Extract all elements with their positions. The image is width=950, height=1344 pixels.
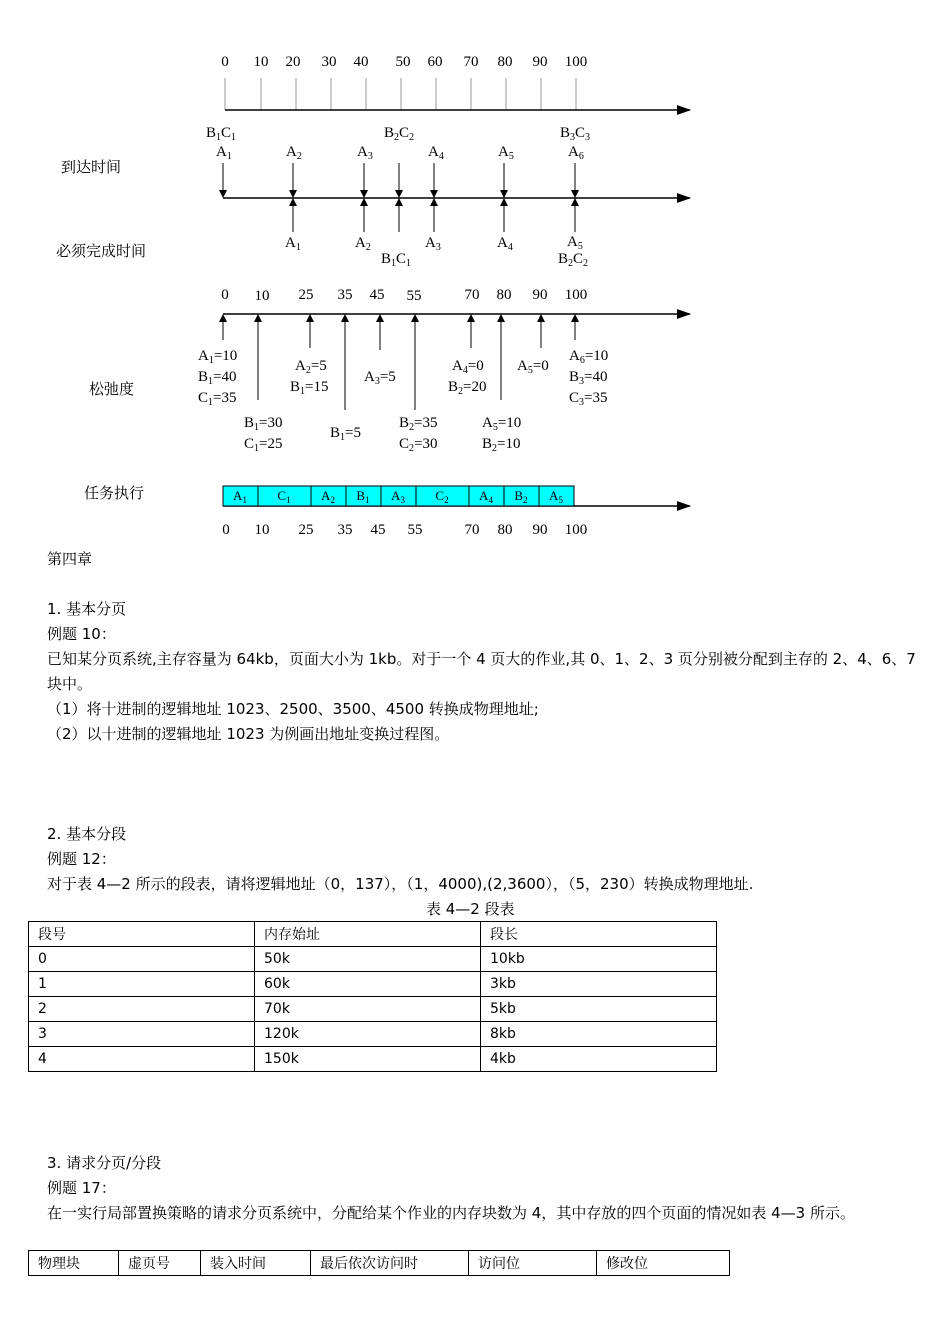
- slack-value: $B_1=40$: [198, 369, 237, 387]
- slack-tick-label: 25: [298, 287, 314, 303]
- table-header-cell: 最后依次访问时: [311, 1251, 469, 1276]
- table-caption: 表 4—2 段表: [426, 900, 515, 918]
- paragraph: 在一实行局部置换策略的请求分页系统中，分配给某个作业的内存块数为 4，其中存放的四个页面的情况如表 4—3 所示。: [47, 1204, 855, 1222]
- top-tick-label: 20: [285, 54, 301, 70]
- top-tick-label: 80: [497, 54, 513, 70]
- section-heading: 3. 请求分页/分段: [47, 1154, 162, 1172]
- table-cell: 4kb: [481, 1047, 717, 1072]
- paragraph: 对于表 4—2 所示的段表，请将逻辑地址（0，137），（1，4000),(2,3600），（5，230）转换成物理地址.: [47, 875, 754, 893]
- table-header-row: [29, 1251, 730, 1276]
- scheduling-diagram: [0, 0, 950, 550]
- exec-label: $A_2$: [321, 488, 335, 505]
- deadline-label-a4: $A_4$: [497, 235, 513, 253]
- section-heading: 2. 基本分段: [47, 825, 127, 843]
- top-tick-label: 30: [321, 54, 337, 70]
- question: （1）将十进制的逻辑地址 1023、2500、3500、4500 转换成物理地址;: [47, 700, 539, 718]
- slack-tick-label: 35: [337, 287, 353, 303]
- question: （2）以十进制的逻辑地址 1023 为例画出地址变换过程图。: [47, 725, 450, 743]
- table-row: [29, 1047, 717, 1072]
- arrival-label-a6: $A_6$: [568, 144, 584, 162]
- slack-value: $C_3=35$: [569, 390, 608, 408]
- slack-value: $C_1=25$: [244, 436, 283, 454]
- table-header-row: [29, 922, 717, 947]
- exec-label: $A_4$: [479, 488, 493, 505]
- table-header-cell: 物理块: [29, 1251, 119, 1276]
- slack-tick-label: 80: [496, 287, 512, 303]
- slack-value: $A_3=5$: [364, 369, 396, 387]
- table-header-cell: 内存始址: [255, 922, 481, 947]
- top-tick-label: 10: [253, 54, 269, 70]
- arrival-label-a5: $A_5$: [498, 144, 514, 162]
- row-label-deadline: 必须完成时间: [56, 242, 147, 260]
- arrival-label-b1c1: $B_1C_1$: [206, 125, 237, 143]
- table-cell: 8kb: [481, 1022, 717, 1047]
- slack-tick-label: 10: [254, 288, 270, 304]
- segment-table: [28, 921, 717, 1072]
- exec-label: $B_1$: [356, 488, 370, 505]
- slack-value: $C_1=35$: [198, 390, 237, 408]
- slack-tick-label: 45: [369, 287, 385, 303]
- top-tick-label: 0: [221, 54, 229, 70]
- table-cell: 120k: [255, 1022, 481, 1047]
- table-cell: 5kb: [481, 997, 717, 1022]
- slack-value: $B_1=15$: [290, 379, 329, 397]
- slack-tick-label: 55: [406, 288, 422, 304]
- slack-value: $B_1=5$: [330, 425, 361, 443]
- example-label: 例题 10：: [47, 625, 116, 643]
- slack-value: $B_2=20$: [448, 379, 487, 397]
- chapter-title: 第四章: [47, 550, 93, 568]
- row-label-execution: 任务执行: [84, 484, 145, 502]
- table-row: [29, 1022, 717, 1047]
- arrival-label-a4: $A_4$: [428, 144, 444, 162]
- arrival-label-a2: $A_2$: [286, 144, 302, 162]
- page-table: [28, 1250, 730, 1276]
- exec-tick-label: 80: [497, 522, 513, 538]
- slack-value: $A_1=10$: [198, 348, 238, 366]
- slack-value: $C_2=30$: [399, 436, 438, 454]
- arrival-row: [206, 125, 590, 197]
- top-tick-label: 90: [532, 54, 548, 70]
- table-header-cell: 段长: [481, 922, 717, 947]
- top-tick-label: 40: [353, 54, 369, 70]
- slack-time-scale: [221, 287, 587, 304]
- slack-value: $B_2=35$: [399, 415, 438, 433]
- exec-tick-label: 10: [254, 522, 270, 538]
- table-cell: 3: [29, 1022, 255, 1047]
- exec-tick-label: 0: [222, 522, 230, 538]
- slack-tick-label: 70: [464, 287, 480, 303]
- exec-label: $C_1$: [277, 488, 291, 505]
- top-tick-label: 70: [463, 54, 479, 70]
- slack-value: $B_3=40$: [569, 369, 608, 387]
- table-cell: 2: [29, 997, 255, 1022]
- table-cell: 70k: [255, 997, 481, 1022]
- top-tick-label: 100: [564, 54, 588, 70]
- deadline-label-a3: $A_3$: [425, 235, 441, 253]
- execution-timeline: [222, 486, 690, 538]
- table-cell: 50k: [255, 947, 481, 972]
- exec-tick-label: 100: [564, 522, 588, 538]
- table-row: [29, 947, 717, 972]
- deadline-label-a5: $A_5$: [567, 234, 583, 252]
- top-tick-label: 60: [427, 54, 443, 70]
- table-cell: 0: [29, 947, 255, 972]
- table-header-cell: 修改位: [597, 1251, 730, 1276]
- table-cell: 4: [29, 1047, 255, 1072]
- exec-tick-label: 25: [298, 522, 314, 538]
- exec-label: $A_5$: [549, 488, 563, 505]
- deadline-row: [285, 199, 588, 269]
- arrival-label-b2c2: $B_2C_2$: [384, 125, 415, 143]
- exec-tick-label: 55: [407, 522, 423, 538]
- table-cell: 3kb: [481, 972, 717, 997]
- table-header-cell: 虚页号: [119, 1251, 201, 1276]
- table-cell: 60k: [255, 972, 481, 997]
- exec-label: $B_2$: [514, 488, 528, 505]
- deadline-label-a2: $A_2$: [355, 235, 371, 253]
- slack-value: $A_4=0$: [452, 358, 484, 376]
- arrival-label-b3c3: $B_3C_3$: [560, 125, 591, 143]
- exec-label: $A_1$: [233, 488, 247, 505]
- example-label: 例题 12：: [47, 850, 116, 868]
- exec-tick-label: 90: [532, 522, 548, 538]
- table-cell: 1: [29, 972, 255, 997]
- table-header-cell: 访问位: [469, 1251, 597, 1276]
- table-header-cell: 段号: [29, 922, 255, 947]
- table-row: [29, 997, 717, 1022]
- arrival-label-a3: $A_3$: [357, 144, 373, 162]
- example-label: 例题 17：: [47, 1179, 116, 1197]
- slack-value: $A_2=5$: [295, 358, 327, 376]
- exec-label: $C_2$: [435, 488, 449, 505]
- row-label-arrival: 到达时间: [61, 158, 122, 176]
- table-cell: 150k: [255, 1047, 481, 1072]
- exec-tick-label: 45: [370, 522, 386, 538]
- slack-tick-label: 100: [564, 287, 588, 303]
- slack-value: $A_5=10$: [482, 415, 522, 433]
- row-label-slack: 松弛度: [89, 380, 135, 398]
- table-header-cell: 装入时间: [201, 1251, 311, 1276]
- paragraph: 已知某分页系统,主存容量为 64kb，页面大小为 1kb。对于一个 4 页大的作业,其 0、1、2、3 页分别被分配到主存的 2、4、6、7 块中。: [47, 650, 916, 693]
- slack-tick-label: 90: [532, 287, 548, 303]
- table-cell: 10kb: [481, 947, 717, 972]
- deadline-label-b1c1: $B_1C_1$: [381, 251, 412, 269]
- slack-value: $A_5=0$: [517, 358, 549, 376]
- arrival-label-a1: $A_1$: [216, 144, 232, 162]
- exec-label: $A_3$: [391, 488, 405, 505]
- slack-value: $B_2=10$: [482, 436, 521, 454]
- slack-values: [198, 348, 608, 454]
- top-tick-label: 50: [395, 54, 411, 70]
- table-row: [29, 972, 717, 997]
- exec-tick-label: 35: [337, 522, 353, 538]
- slack-value: $A_6=10$: [569, 348, 609, 366]
- top-time-scale: [221, 54, 690, 110]
- slack-value: $B_1=30$: [244, 415, 283, 433]
- section-heading: 1. 基本分页: [47, 600, 127, 618]
- slack-tick-label: 0: [221, 287, 229, 303]
- deadline-label-a1: $A_1$: [285, 235, 301, 253]
- exec-tick-label: 70: [464, 522, 480, 538]
- deadline-label-b2c2: $B_2C_2$: [558, 251, 589, 269]
